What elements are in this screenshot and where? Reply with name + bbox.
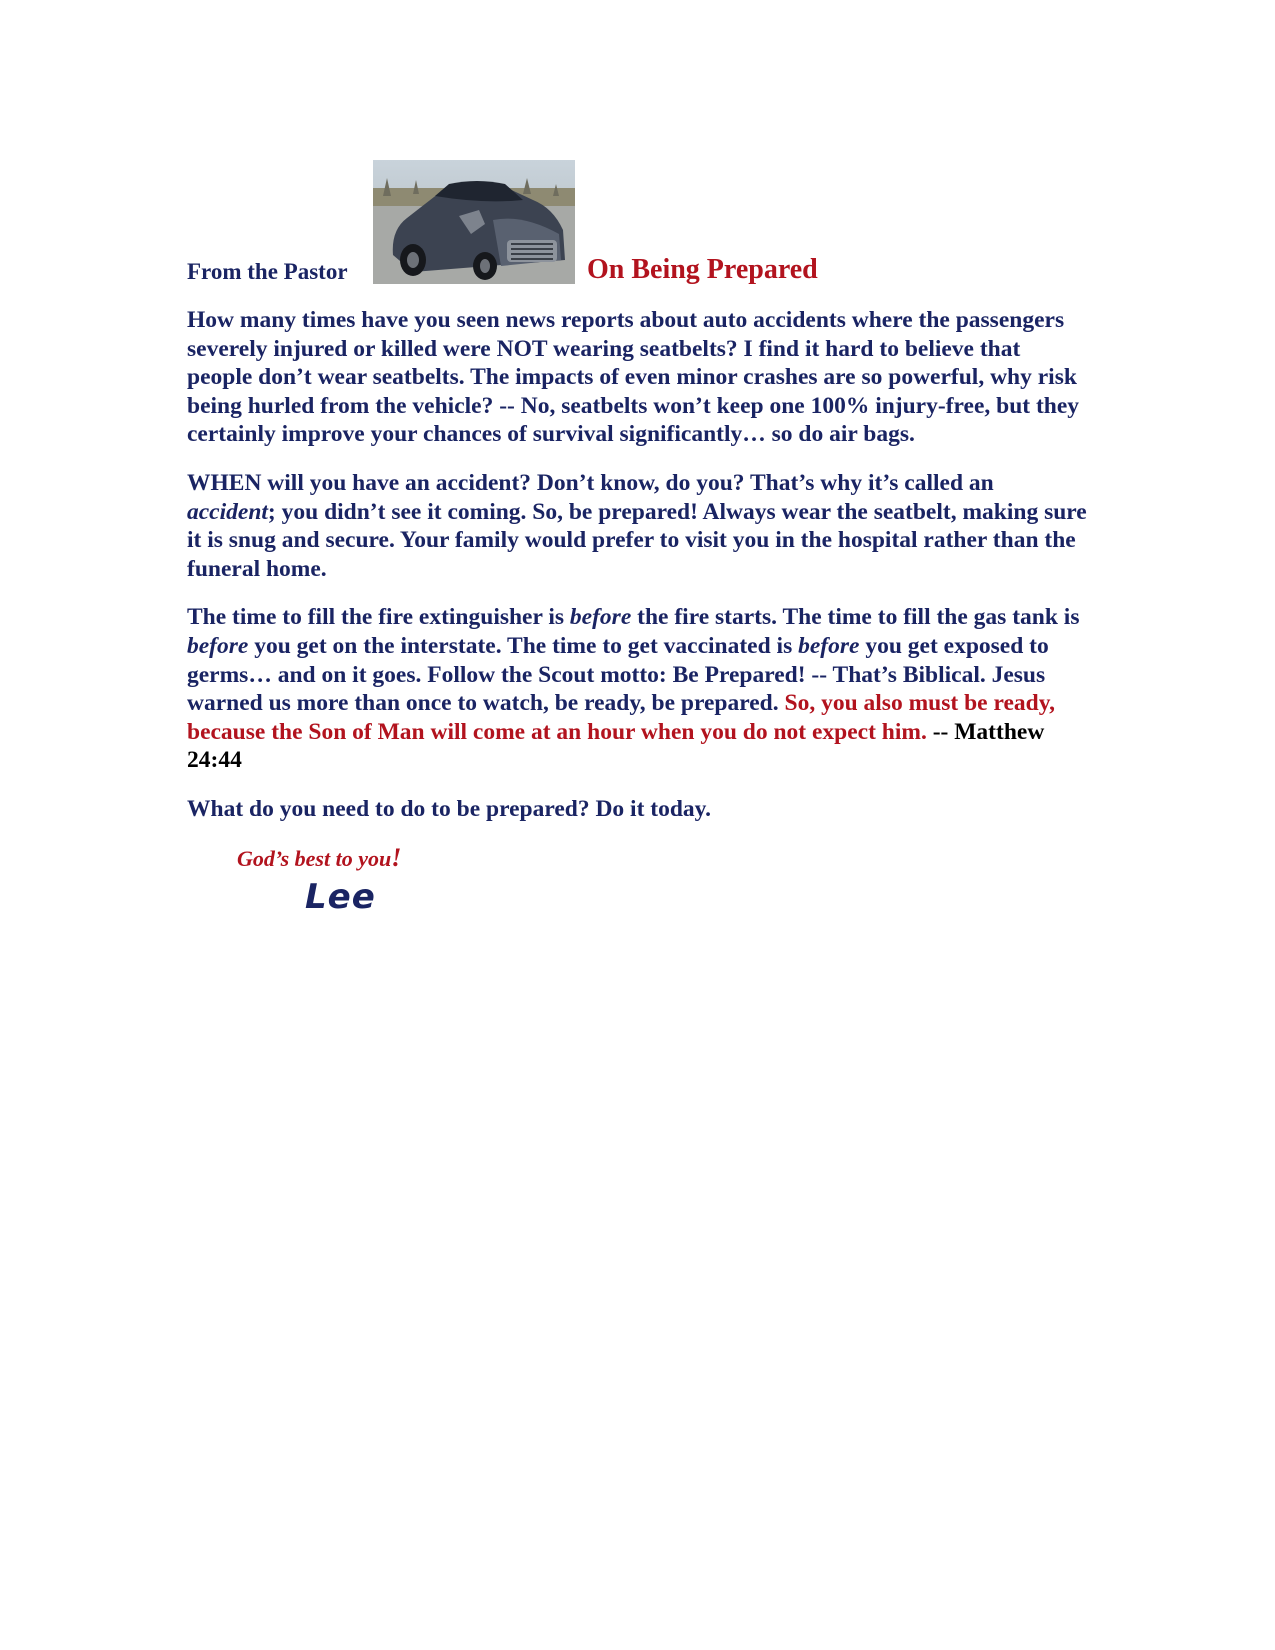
accident-emphasis: accident (187, 498, 268, 525)
paragraph-call-to-action: What do you need to do to be prepared? Do it today. (187, 795, 712, 822)
paragraph-seatbelts: How many times have you seen news reports about auto accidents where the passengers severely injured or killed were NOT wearing seatbelts? I find it hard to believe that people don’t wear seatbelts. The impacts of even minor crashes are so powerful, why risk being hurled from the vehicle? -- No, seatbelts won’t keep one 100% injury-free, but they certainly improve your chances of survival significantly… so do air bags. (187, 307, 1080, 448)
paragraph-accident-text-cont: ; you didn’t see it coming. So, be prepared! Always wear the seatbelt, making sure it is snug and secure. Your family would prefer to visit you in the hospital rather than the funeral home. (187, 498, 1087, 582)
before-emphasis: before (187, 632, 249, 659)
closing-text: God’s best to you (237, 845, 392, 871)
paragraph-be-prepared-text: The time to fill the fire extinguisher is (187, 604, 570, 631)
paragraph-accident-text: WHEN will you have an accident? Don’t know, do you? That’s why it’s called an (187, 469, 994, 496)
letter-header (187, 160, 1087, 286)
signature: Lee (305, 877, 376, 918)
closing-line (237, 844, 1087, 874)
scripture-quote: So, you also must be ready, because the Son of Man will come at an hour when you do not expect him. (187, 690, 1056, 745)
paragraph-be-prepared-text-3: you get on the interstate. The time to get vaccinated is (248, 632, 799, 659)
wrecked-car-photo (373, 160, 575, 284)
paragraph-accident (187, 469, 1087, 583)
letter-title: On Being Prepared (587, 254, 818, 285)
scripture-reference: -- Matthew 24:44 (187, 718, 1045, 774)
from-the-pastor-label: From the Pastor (187, 259, 348, 284)
paragraph-be-prepared (187, 603, 1087, 775)
paragraph-be-prepared-text-2: the fire starts. The time to fill the gas tank is (631, 604, 1080, 631)
before-emphasis: before (798, 632, 860, 659)
closing-exclamation: ! (391, 842, 402, 872)
before-emphasis: before (569, 604, 632, 631)
paragraph-be-prepared-text-4: you get exposed to germs… and on it goes. Follow the Scout motto: Be Prepared! -- That’s Biblical. Jesus warned us more than once to watch, be ready, be prepared. (187, 632, 1049, 717)
pastor-letter (187, 160, 1087, 918)
